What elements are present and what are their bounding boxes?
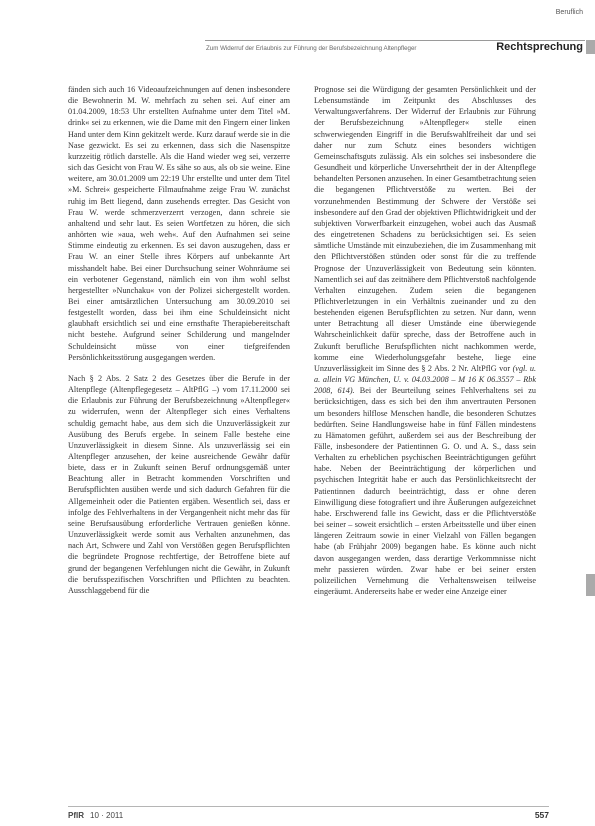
- header-title: Rechtsprechung: [496, 41, 583, 53]
- citation: (vgl. u. a. allein VG München, U. v. 04.03.2008 – M 16 K 06.3557 – Rbk 2008, 614).: [314, 363, 536, 396]
- journal-name: PflR: [68, 811, 84, 820]
- body-paragraph: [314, 84, 536, 597]
- body-paragraph: Nach § 2 Abs. 2 Satz 2 des Gesetzes über die Berufe in der Altenpflege (Altenpflegegesetz – AltPflG –) vom 17.11.2000 sei die Erlaubnis zur Führung der Berufsbezeichnung »Altenpfleger« zu widerrufen, wenn der Altenpfleger sich eines Verhaltens schuldig gemacht habe, aus dem sich die Unzuverlässigkeit zur Ausübung des Berufs ergebe. In seinem Falle bestehe eine Unzuverlässigkeit in diesem Sinne. Als unzuverlässig sei ein Altenpfleger anzusehen, der keine ausreichende Gewähr dafür biete, dass er in Zukunft seinen Beruf ordnungsgemäß unter Beachtung aller in Betracht kommenden Vorschriften und Berufspflichten ausüben werde und sich dadurch Gefahren für die Allgemeinheit oder die Patienten ergäben. Wesentlich sei, dass er infolge des Fehlverhaltens in der Vergangenheit nicht mehr das für seine Berufsausübung erforderliche Vertrauen genießen könne. Unzuverlässigkeit werde somit aus Verhalten anzunehmen, das nach Art, Schwere und Zahl von Verstößen gegen Berufspflichten die begründete Prognose rechtfertige, der Betroffene biete auf grund der begangenen Verfehlungen nicht die Gewähr, in Zukunft die berufsspezifischen Vorschriften und Pflichten zu beachten. Ausschlaggebend für die: [68, 373, 290, 595]
- header-subtitle: Zum Widerruf der Erlaubnis zur Führung der Berufsbezeichnung Altenpfleger: [206, 45, 417, 52]
- footer-left: [68, 811, 123, 820]
- side-edge-mark: [586, 40, 595, 54]
- side-edge-mark: [586, 574, 595, 596]
- section-label: Beruflich: [555, 9, 583, 16]
- paragraph-text: Prognose sei die Würdigung der gesamten Persönlichkeit und der Lebensumstände im Zeitpunkt des Abschlusses des Verwaltungsverfahrens. Der Widerruf der Erlaubnis zur Führung der Berufsbezeichnung »Altenpfleger« stelle einen schwerwiegenden Eingriff in die Berufswahlfreiheit dar und sei daher nur zum Schutz eines besonders wichtigen Gemeinschaftsguts zulässig. Als ein solches sei insbesondere die Gesundheit und körperliche Unversehrtheit der in der Altenpflege behandelten Personen anzusehen. In einer Gesamtbetrachtung seien die begangenen Pflichtverstöße zu werten. Bei der vorzunehmenden Bestimmung der Schwere der Verstöße sei insbesondere auf den Grad der objektiven Pflichtwidrigkeit und der subjektiven Vorwerfbarkeit einzugehen, wobei auch das Ausmaß des eingetretenen Schadens zu berücksichtigen sei. Es seien sämtliche Umstände mit einzubeziehen, die im Zusammenhang mit den Pflichtverstößen stünden oder sonst für die zu treffende Prognose der Unzuverlässigkeit von Bedeutung sein könnten. Namentlich sei auf das zeitnähere dem Pflichtverstoß nachfolgende Verhalten einzugehen. Zudem seien die begangenen Pflichtverletzungen in ein Verhältnis zueinander und zu den bestehenden eigenen Berufspflichten zu setzen. Nur dann, wenn unter Betrachtung all dieser Umstände eine überwiegende Wahrscheinlichkeit dafür spreche, dass der Betroffene auch in Zukunft berufliche Berufspflichten nicht nachkommen werde, komme eine Wiederholungsgefahr bestehe, liege eine Unzuverlässigkeit im Sinne des § 2 Abs. 2 Nr. AltPflG vor: [314, 85, 536, 373]
- issue-number: 10 · 2011: [90, 811, 124, 820]
- footer-rule: [68, 806, 549, 807]
- right-column: [314, 84, 536, 597]
- body-paragraph: fänden sich auch 16 Videoaufzeichnungen auf denen insbesondere die Bewohnerin M. W. mehrfach zu sehen sei. Auf einer am 01.04.2009, 18:53 Uhr erstellten Aufnahme unter dem Titel »M. drink« sei zu erkennen, wie die Dame mit den Fingern einer linken Hand unter dem Kinn gekitzelt werde. Kurz darauf werde sie in die Nase gezwickt. Es sei zu erkennen, dass sich die Nasenspitze kurzzeitig rötlich darstelle. Als die Hand wieder weg sei, verzerre sich das Gesicht von Frau W. Es sähe so aus, als ob sie weine. Eine weitere, am 30.01.2009 um 22:19 Uhr erstellte und unter dem Titel »M. Schrei« gespeicherte Filmaufnahme zeige Frau W. zunächst ruhig im Bett liegend, dann zusehends erregter. Das Gesicht von Frau W. werde schmerzverzerrt verzogen, dann schreie sie anhaltend und sehr laut. Es seien Wortfetzen zu hören, die sich anhörten wie »aua, weh weh«. Auf den Aufnahmen sei seine Stimme eindeutig zu erkennen. Es sei davon auszugehen, dass er Frau W. an einer Stelle ihres Körpers auf unbekannte Art misshandelt habe. Bei einer Durchsuchung seiner Wohnräume sei ein verbotener Gegenstand, nämlich ein von ihm wohl selbst hergestellter »Nunchaku« von der Polizei sichergestellt worden. Bei einer amtsärztlichen Untersuchung am 30.09.2010 sei festgestellt worden, dass bei ihm eine Schuldeinsicht nicht glaubhaft ersichtlich sei und eine ernsthafte Therapiebereitschaft nicht bestehe. Aufgrund seiner Schilderung und mangelnder Schuldeinsicht müsse von einer tiefgreifenden Persönlichkeitsstörung ausgegangen werden.: [68, 85, 290, 362]
- left-column: [68, 84, 290, 596]
- paragraph-text: Bei der Beurteilung seines Fehlverhaltens sei zu berücksichtigen, dass es sich bei den ihm anvertrauten Personen um besonders hilflose Menschen handle, die besonderen Schutzes bedürften. Seine Handlungsweise habe in fünf Fällen mindestens zu Hämatomen geführt, außerdem sei aus der Beschreibung der Fälle, insbesondere der Patientinnen G. O. und A. S., dass sein Verhalten zu erheblichen psychischen Beeinträchtigungen geführt habe. Neben der Beeinträchtigung der körperlichen und psychischen Integrität habe er auch das Persönlichkeitsrecht der Patientinnen dadurch beeinträchtigt, dass er ohne deren Einwilligung diese fotografiert und ihre Äußerungen aufgezeichnet habe. Erschwerend falle ins Gewicht, dass er die Pflichtverstöße bei seiner – soweit ersichtlich – ersten Arbeitsstelle und über einen längeren Zeitraum sowie in einer Vielzahl von Fällen begangen habe (ab Frühjahr 2009) begangen habe. Es könne auch nicht davon ausgegangen werden, dass derartige Verkommnisse nicht mehr passieren würden. Zwar habe er bei seiner ersten polizeilichen Vernehmung die Verhaltensweisen teilweise eingeräumt. Andererseits habe er weder eine Anzeige einer: [314, 386, 536, 597]
- page-number: 557: [534, 810, 549, 820]
